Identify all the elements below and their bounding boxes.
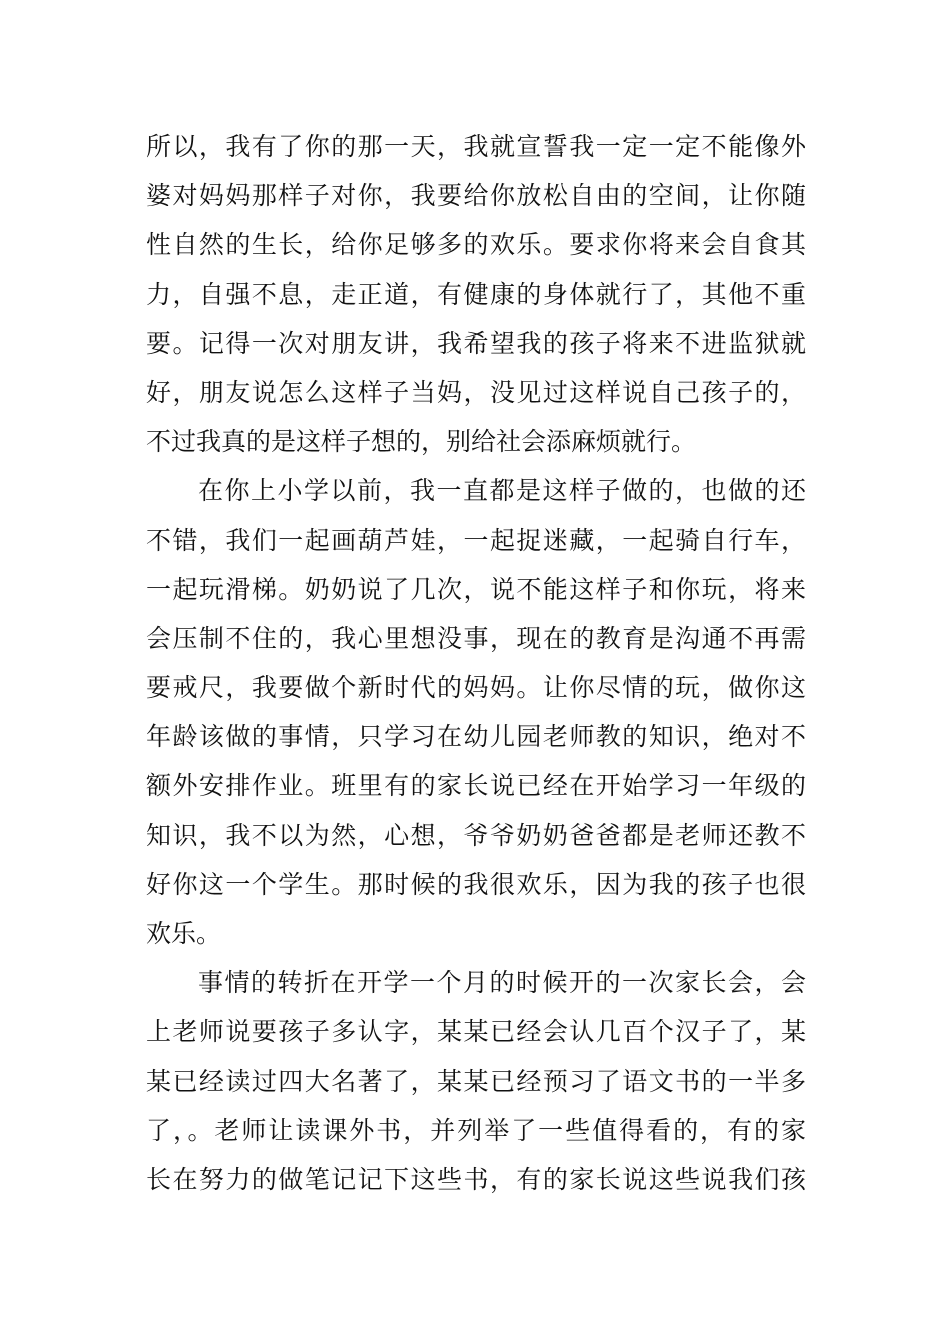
paragraph-1 — [146, 122, 806, 466]
text-line: 年龄该做的事情，只学习在幼儿园老师教的知识，绝对不 — [146, 722, 806, 752]
text-line: 欢乐。 — [146, 919, 222, 948]
text-line: 好你这一个学生。那时候的我很欢乐，因为我的孩子也很 — [146, 869, 806, 899]
text-line: 不过我真的是这样子想的，别给社会添麻烦就行。 — [146, 427, 697, 457]
text-line: 要戒尺，我要做个新时代的妈妈。让你尽情的玩，做你这 — [146, 673, 806, 703]
text-line: 上老师说要孩子多认字，某某已经会认几百个汉子了，某 — [146, 1017, 806, 1047]
text-line: 一起玩滑梯。奶奶说了几次，说不能这样子和你玩，将来 — [146, 574, 806, 604]
paragraph-3 — [146, 958, 806, 1204]
text-line: 会压制不住的，我心里想没事，现在的教育是沟通不再需 — [146, 623, 806, 653]
text-line: 了，。老师让读课外书，并列举了一些值得看的，有的家 — [146, 1115, 806, 1145]
text-line: 事情的转折在开学一个月的时候开的一次家长会，会 — [198, 968, 806, 998]
text-line: 在你上小学以前，我一直都是这样子做的，也做的还 — [198, 476, 806, 506]
text-line: 额外安排作业。班里有的家长说已经在开始学习一年级的 — [146, 771, 806, 801]
text-line: 要。记得一次对朋友讲，我希望我的孩子将来不进监狱就 — [146, 328, 806, 358]
text-line: 知识，我不以为然，心想，爷爷奶奶爸爸都是老师还教不 — [146, 820, 806, 850]
text-line: 某已经读过四大名著了，某某已经预习了语文书的一半多 — [146, 1066, 806, 1096]
text-line: 所以，我有了你的那一天，我就宣誓我一定一定不能像外 — [146, 132, 806, 161]
text-line: 好，朋友说怎么这样子当妈，没见过这样说自己孩子的， — [146, 377, 806, 407]
text-line: 性自然的生长，给你足够多的欢乐。要求你将来会自食其 — [146, 230, 806, 260]
text-line: 力，自强不息，走正道，有健康的身体就行了，其他不重 — [146, 279, 806, 309]
text-line: 长在努力的做笔记记下这些书，有的家长说这些说我们孩 — [146, 1164, 806, 1194]
text-line: 不错，我们一起画葫芦娃，一起捉迷藏，一起骑自行车， — [146, 525, 806, 555]
paragraph-2 — [146, 466, 806, 958]
body-text — [146, 122, 806, 1204]
text-line: 婆对妈妈那样子对你，我要给你放松自由的空间，让你随 — [146, 181, 806, 211]
